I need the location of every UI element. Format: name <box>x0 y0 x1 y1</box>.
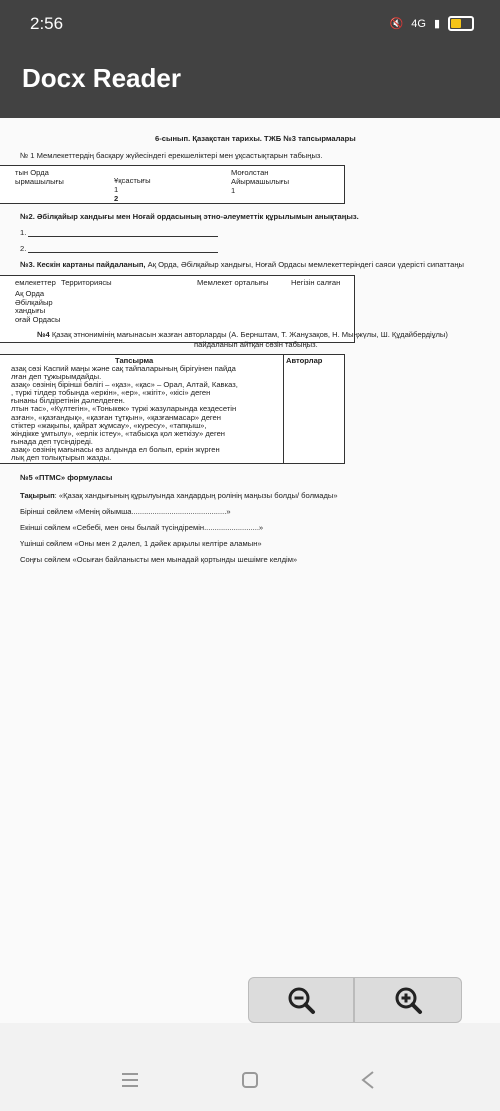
table-3-header-3: Мемлекет орталығы <box>197 278 269 287</box>
question-4: №4 Қазақ этнонимінің мағынасын жазған авторларды (А. Бернштам, Т. Жанұзақов, Н. Мыңжүлы, Ш. Құдайбердіұлы) <box>37 330 448 339</box>
status-bar <box>0 0 500 48</box>
network-label: 4G <box>411 17 426 30</box>
question-4-line-2: пайдаланып айтқан сөзін табыңыз. <box>194 340 318 349</box>
table-3-header-4: Негізін салған <box>291 278 341 287</box>
table-4 <box>0 354 345 464</box>
table-3-header-1: емлекеттер <box>15 278 56 287</box>
question-3: №3. Кескін картаны пайдаланып, Ақ Орда, Әбілқайыр хандығы, Ноғай Ордасы мемлекеттеріндегі саяси үдерісті сипаттаңы <box>20 260 465 269</box>
status-time: 2:56 <box>30 14 64 33</box>
table-3-rows: Ақ Орда Әбілқайыр хандығы оғай Ордасы <box>15 289 61 324</box>
zoom-in-button[interactable] <box>354 977 462 1023</box>
zoom-out-button[interactable] <box>248 977 354 1023</box>
status-icons <box>390 16 474 31</box>
answer-line-2: 2. <box>20 244 218 253</box>
table-3-header-2: Территориясы <box>61 278 112 287</box>
menu-icon[interactable] <box>118 1068 142 1092</box>
navigation-bar <box>0 1048 500 1111</box>
battery-icon <box>448 16 474 31</box>
zoom-in-icon <box>393 985 423 1015</box>
table-1-col-2: Ұқсастығы 1 2 <box>114 176 151 203</box>
question-1: № 1 Мемлекеттердің басқару жүйесіндегі ерекшеліктері мен ұқсастықтарын табыңыз. <box>20 151 323 160</box>
home-icon[interactable] <box>238 1068 262 1092</box>
zoom-out-icon <box>286 985 316 1015</box>
table-1 <box>0 165 345 204</box>
doc-title: 6-сынып. Қазақстан тарихы. ТЖБ №3 тапсырмалары <box>155 134 356 143</box>
table-1-col-1: тын Орда ырмашылығы <box>15 168 64 186</box>
question-5: №5 «ПТМС» формуласы <box>20 473 113 482</box>
question-2: №2. Әбілқайыр хандығы мен Ноғай ордасының этно-әлеуметтік құрылымын анықтаңыз. <box>20 212 359 221</box>
sentence-1: Бірінші сөйлем «Менің ойымша.............................................» <box>20 507 231 516</box>
topic: Тақырып: «Қазақ хандығының құрылуында хандардың ролінің маңызы болды/ болмады» <box>20 491 338 500</box>
app-title: Docx Reader <box>22 63 181 93</box>
sentence-3: Үшінші сөйлем «Оны мен 2 дәлел, 1 дәйек арқылы келтіре аламын» <box>20 539 262 548</box>
table-1-col-3: Моғолстан Айырмашылығы 1 <box>231 168 290 195</box>
sentence-4: Соңғы сөйлем «Осыған байланысты мен мынадай қортынды шешімге келдім» <box>20 555 298 564</box>
table-4-header-task: Тапсырма <box>115 356 154 365</box>
answer-line-1: 1. <box>20 228 218 237</box>
app-bar <box>0 48 500 118</box>
document-page[interactable] <box>0 118 500 1023</box>
sentence-2: Екінші сөйлем «Себебі, мен оны былай түсіндіремін..........................» <box>20 523 264 532</box>
signal-icon: ▮ <box>433 18 440 30</box>
back-icon[interactable] <box>356 1068 380 1092</box>
table-4-header-authors: Авторлар <box>286 356 323 365</box>
mute-icon: 🔇 <box>389 18 404 30</box>
table-4-task-text: азақ сөзі Каспий маңы және сақ тайпаларының бірігуінен пайда лған деп тұжырымдайды. азақ» сөзінің бірінші бөлігі – «қаз», «қас» – Орал, Алтай, Кавказ, , түркі тілдер тобында «еркін», «ер», «жігіт», «кісі» деген ғынаны білдіретінін дәлелдеген. лтын тас», «Күлтегін», «Тоныкөк» түркі жазуларында кездесетін азған», «қазғандық», «қазған тұтқын», «қазғанмасар» деген стіктер «жақыпы, қайрат жұмсау», «күресу», «тапқыш», жіндікке ұмтылу», «ерлік істеу», «табысқа қол жеткізу» деген ғынада деп түсіндіреді. азақ» сөзінің мағынасы өз алдында ел болып, еркін жүрген лық деп толықтырып жазды. <box>11 364 238 463</box>
